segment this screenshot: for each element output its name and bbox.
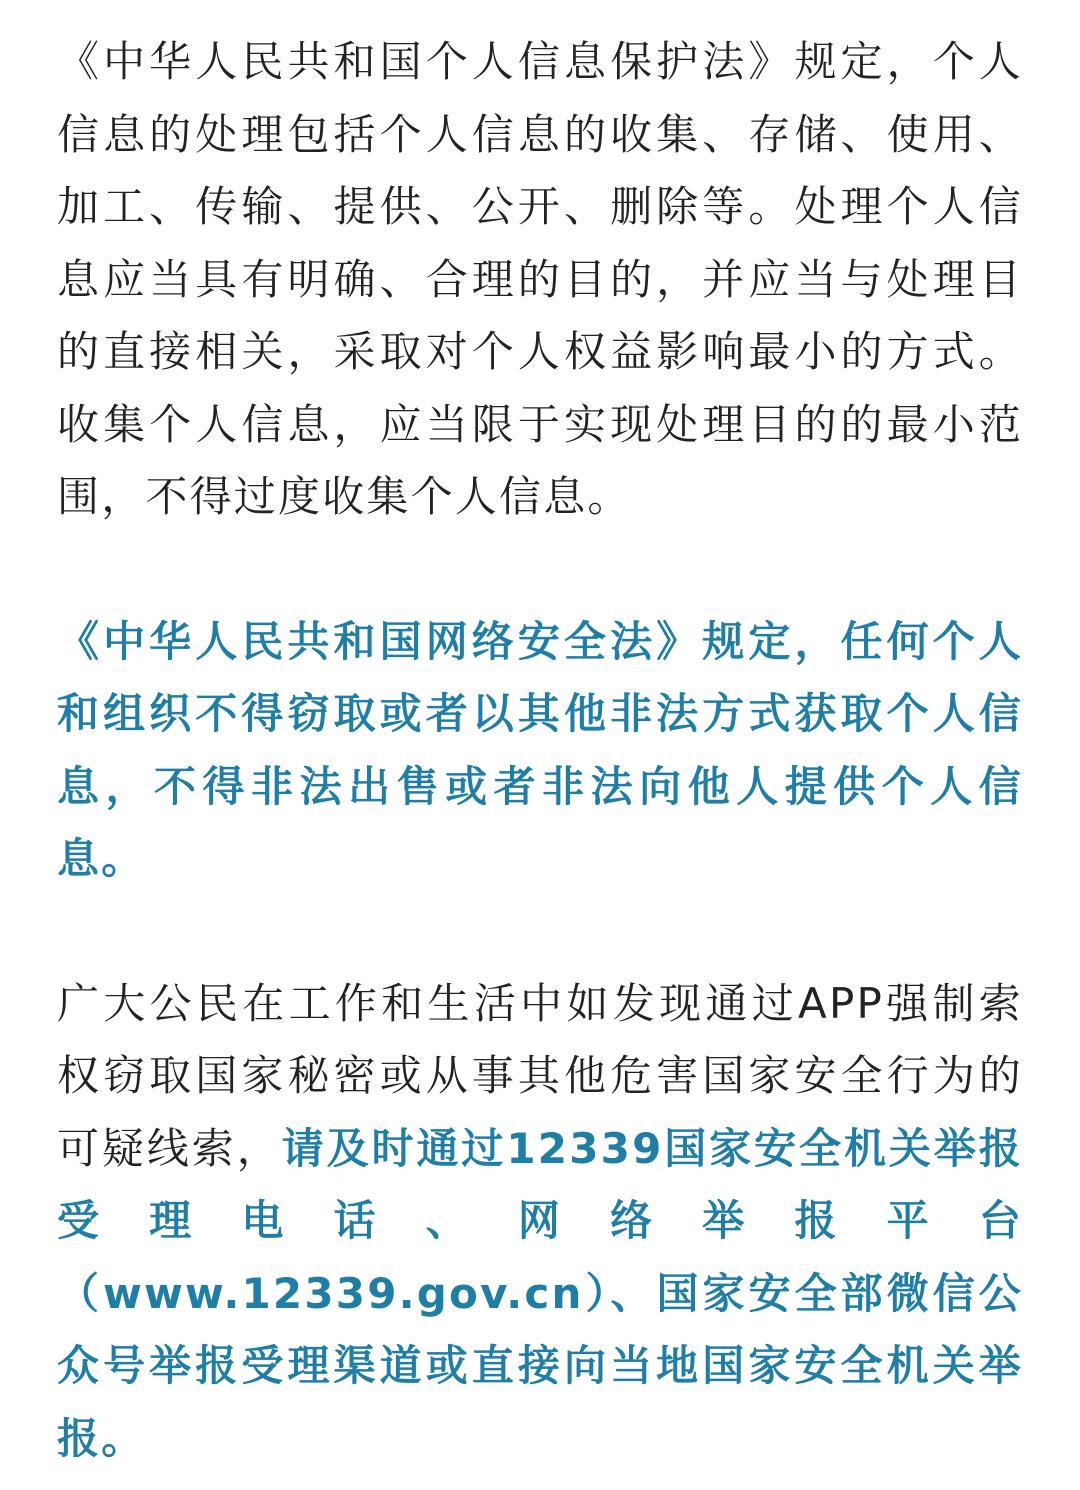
reporting-channels-text: 请及时通过12339国家安全机关举报受理电话、网络举报平台（www.12339.gov.cn）、国家安全部微信公众号举报受理渠道或直接向当地国家安全机关举报。: [57, 1123, 1023, 1463]
reporting-intro-text: 广大公民在工作和生活中如发现通过APP强制索权窃取国家秘密或从事其他危害国家安全行为的可疑线索，: [57, 978, 1023, 1173]
pipl-paragraph: 《中华人民共和国个人信息保护法》规定，个人信息的处理包括个人信息的收集、存储、使用、加工、传输、提供、公开、删除等。处理个人信息应当具有明确、合理的目的，并应当与处理目的直接相关，采取对个人权益影响最小的方式。收集个人信息，应当限于实现处理目的的最小范围，不得过度收集个人信息。: [57, 37, 1023, 521]
cybersecurity-law-paragraph: 《中华人民共和国网络安全法》规定，任何个人和组织不得窃取或者以其他非法方式获取个人信息，不得非法出售或者非法向他人提供个人信息。: [57, 616, 1023, 883]
reporting-paragraph: [57, 968, 1023, 1476]
article-body: [57, 26, 1023, 1475]
